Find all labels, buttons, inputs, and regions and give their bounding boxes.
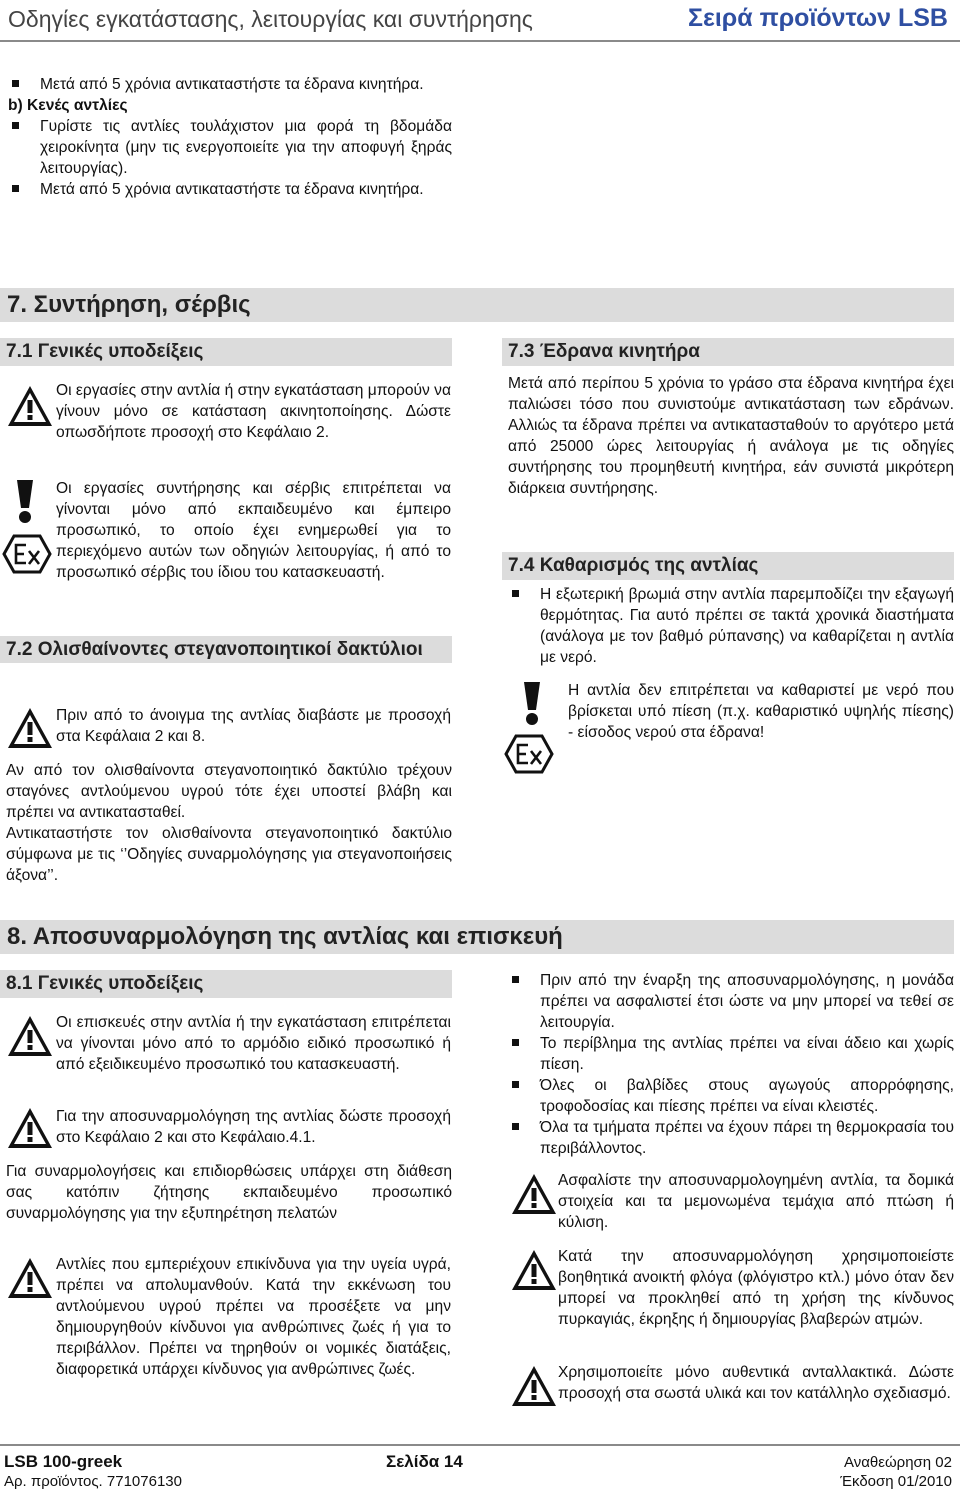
section-8-1-right-warning-3: Χρησιμοποιείτε μόνο αυθεντικά ανταλλακτικά. Δώστε προσοχή στα σωστά υλικά και τον κατάλληλο σχεδιασμό. — [558, 1364, 954, 1402]
exclamation-icon — [5, 478, 45, 524]
list-item: Γυρίστε τις αντλίες τουλάχιστον μια φορά τη βδομάδα χειροκίνητα (μην τις ενεργοποιείτε για την αποφυγή ξηράς λειτουργίας). — [8, 116, 452, 179]
ex-explosion-icon — [504, 734, 554, 774]
section-8-1-right-warning-1: Ασφαλίστε την αποσυναρμολογημένη αντλία, τα δομικά στοιχεία και τα μεμονωμένα τεμάχια από πτώση ή κύλιση. — [558, 1172, 954, 1231]
list-item: Πριν από την έναρξη της αποσυναρμολόγησης, η μονάδα πρέπει να ασφαλιστεί έτσι ώστε να μην μπορεί να τεθεί σε λειτουργία. — [508, 970, 954, 1033]
section-8-1-warning-2: Για την αποσυναρμολόγηση της αντλίας δώστε προσοχή στο Κεφάλαιο 2 και στο Κεφάλαιο.4.1. — [56, 1108, 451, 1146]
section-7-3-text: Μετά από περίπου 5 χρόνια το γράσο στα έδρανα κινητήρα έχει παλιώσει τόσο που συνιστούμε αντικατάσταση των εδράνων. Αλλιώς τα έδρανα πρέπει να αντικατασταθούν το αργότερο μετά από 25000 ώρες λειτουργίας ή ανάλογα με τις οδηγίες συντήρησης του προμηθευτή κινητήρα, εάν συνιστά μικρότερη διάρκεια συντήρησης. — [508, 375, 954, 497]
exclamation-icon — [512, 680, 552, 726]
warning-triangle-icon — [510, 1248, 558, 1292]
section-7-1-warning: Οι εργασίες στην αντλία ή στην εγκατάσταση μπορούν να γίνουν μόνο σε κατάσταση ακινητοποίησης. Δώστε οπωσδήποτε προσοχή στο Κεφάλαιο 2. — [56, 382, 451, 441]
footer-page-number: Σελίδα 14 — [386, 1452, 463, 1471]
list-item: Μετά από 5 χρόνια αντικαταστήστε τα έδρανα κινητήρα. — [8, 74, 452, 95]
subheading-empty-pumps: b) Κενές αντλίες — [8, 97, 128, 114]
footer-product-number: Αρ. προϊόντος. 771076130 — [4, 1473, 182, 1490]
list-item: Όλα τα τμήματα πρέπει να έχουν πάρει τη θερμοκρασία του περιβάλλοντος. — [508, 1117, 954, 1159]
section-8-1-warning-1: Οι επισκευές στην αντλία ή την εγκατάσταση επιτρέπεται να γίνονται μόνο από το αρμόδιο ειδικό προσωπικό ή από εξειδικευμένο προσωπικό του κατασκευαστή. — [56, 1014, 451, 1073]
section-8-1-checklist — [508, 970, 954, 1159]
section-7-1-heading: 7.1 Γενικές υποδείξεις — [0, 338, 452, 366]
warning-triangle-icon — [6, 706, 54, 750]
footer-revision: Αναθεώρηση 02 — [844, 1454, 952, 1471]
header-divider — [0, 40, 960, 42]
section-7-2-heading: 7.2 Ολισθαίνοντες στεγανοποιητικοί δακτύλιοι — [0, 636, 452, 663]
section-8-1-right-warning-2: Κατά την αποσυναρμολόγηση χρησιμοποιείστε βοηθητικά ανοικτή φλόγα (φλόγιστρο κτλ.) μόνο όταν δεν μπορεί να προκληθεί από τη χρήση της κίνδυνος πυρκαγιάς, έκρηξης ή δημιουργίας βλαβερών ατμών. — [558, 1248, 954, 1328]
section-8-1-heading: 8.1 Γενικές υποδείξεις — [0, 970, 452, 998]
section-7-2-para1: Αν από τον ολισθαίνοντα στεγανοποιητικό δακτύλιο τρέχουν σταγόνες αντλούμενου υγρού τότε έχει υποστεί βλάβη και πρέπει να αντικατασταθεί. — [6, 762, 452, 821]
section-8-heading: 8. Αποσυναρμολόγηση της αντλίας και επισκευή — [0, 920, 954, 954]
section-7-4-ex-note: Η αντλία δεν επιτρέπεται να καθαριστεί με νερό που βρίσκεται υπό πίεση (π.χ. καθαριστικό υψηλής πίεσης) - είσοδος νερού στα έδρανα! — [568, 682, 954, 741]
section-8-1-paragraph: Για συναρμολογήσεις και επιδιορθώσεις υπάρχει στη διάθεση σας κατόπιν ζήτησης εκπαιδευμένο προσωπικό συναρμολόγησης για την εξυπηρέτηση πελατών — [6, 1163, 452, 1222]
warning-triangle-icon — [6, 384, 54, 428]
footer-edition: Έκδοση 01/2010 — [840, 1473, 952, 1490]
warning-triangle-icon — [6, 1256, 54, 1300]
warning-triangle-icon — [510, 1172, 558, 1216]
section-7-3-heading: 7.3 Έδρανα κινητήρα — [502, 338, 954, 366]
section-7-1-ex-note: Οι εργασίες συντήρησης και σέρβις επιτρέπεται να γίνονται μόνο από εκπαιδευμένο και έμπειρο προσωπικό, το οποίο έχει ενημερωθεί για το περιεχόμενο αυτών των οδηγιών λειτουργίας, ή από το προσωπικό σέρβις του ίδιου του κατασκευαστή. — [56, 480, 451, 581]
document-title: Οδηγίες εγκατάστασης, λειτουργίας και συντήρησης — [8, 6, 533, 32]
section-7-4-list — [508, 584, 954, 668]
list-item: Η εξωτερική βρωμιά στην αντλία παρεμποδίζει την εξαγωγή θερμότητας. Για αυτό πρέπει σε τακτά χρονικά διαστήματα (ανάλογα με τον βαθμό ρύπανσης) να καθαρίζεται η αντλία με νερό. — [508, 584, 954, 668]
list-item: Μετά από 5 χρόνια αντικαταστήστε τα έδρανα κινητήρα. — [8, 179, 452, 200]
warning-triangle-icon — [6, 1014, 54, 1058]
warning-triangle-icon — [510, 1364, 558, 1408]
top-list — [8, 74, 452, 200]
section-7-2-warning: Πριν από το άνοιγμα της αντλίας διαβάστε με προσοχή στα Κεφάλαια 2 και 8. — [56, 707, 451, 745]
list-item: Το περίβλημα της αντλίας πρέπει να είναι άδειο και χωρίς πίεση. — [508, 1033, 954, 1075]
footer-divider — [0, 1444, 960, 1446]
section-7-heading: 7. Συντήρηση, σέρβις — [0, 288, 954, 322]
footer-doc-id: LSB 100-greek — [4, 1452, 123, 1471]
ex-explosion-icon — [2, 534, 52, 574]
warning-triangle-icon — [6, 1106, 54, 1150]
section-7-2-para2: Αντικαταστήστε τον ολισθαίνοντα στεγανοποιητικό δακτύλιο σύμφωνα με τις ‘’Οδηγίες συναρμολόγησης για στεγανοποιήσεις άξονα’’. — [6, 825, 452, 884]
list-item: Όλες οι βαλβίδες στους αγωγούς απορρόφησης, τροφοδοσίας και πίεσης πρέπει να είναι κλειστές. — [508, 1075, 954, 1117]
product-series: Σειρά προϊόντων LSB — [687, 4, 948, 32]
section-8-1-warning-3: Αντλίες που εμπεριέχουν επικίνδυνα για την υγεία υγρά, πρέπει να απολυμανθούν. Κατά την εκκένωση του αντλούμενου υγρού πρέπει να προσέξετε να μην δημιουργηθούν κίνδυνοι για ανθρώπινες ζωές ή για το περιβάλλον. Πρέπει να τηρηθούν οι νομικές διατάξεις, διαφορετικά υπάρχει κίνδυνος για ανθρώπινες ζωές. — [56, 1256, 451, 1378]
section-7-4-heading: 7.4 Καθαρισμός της αντλίας — [502, 552, 954, 580]
